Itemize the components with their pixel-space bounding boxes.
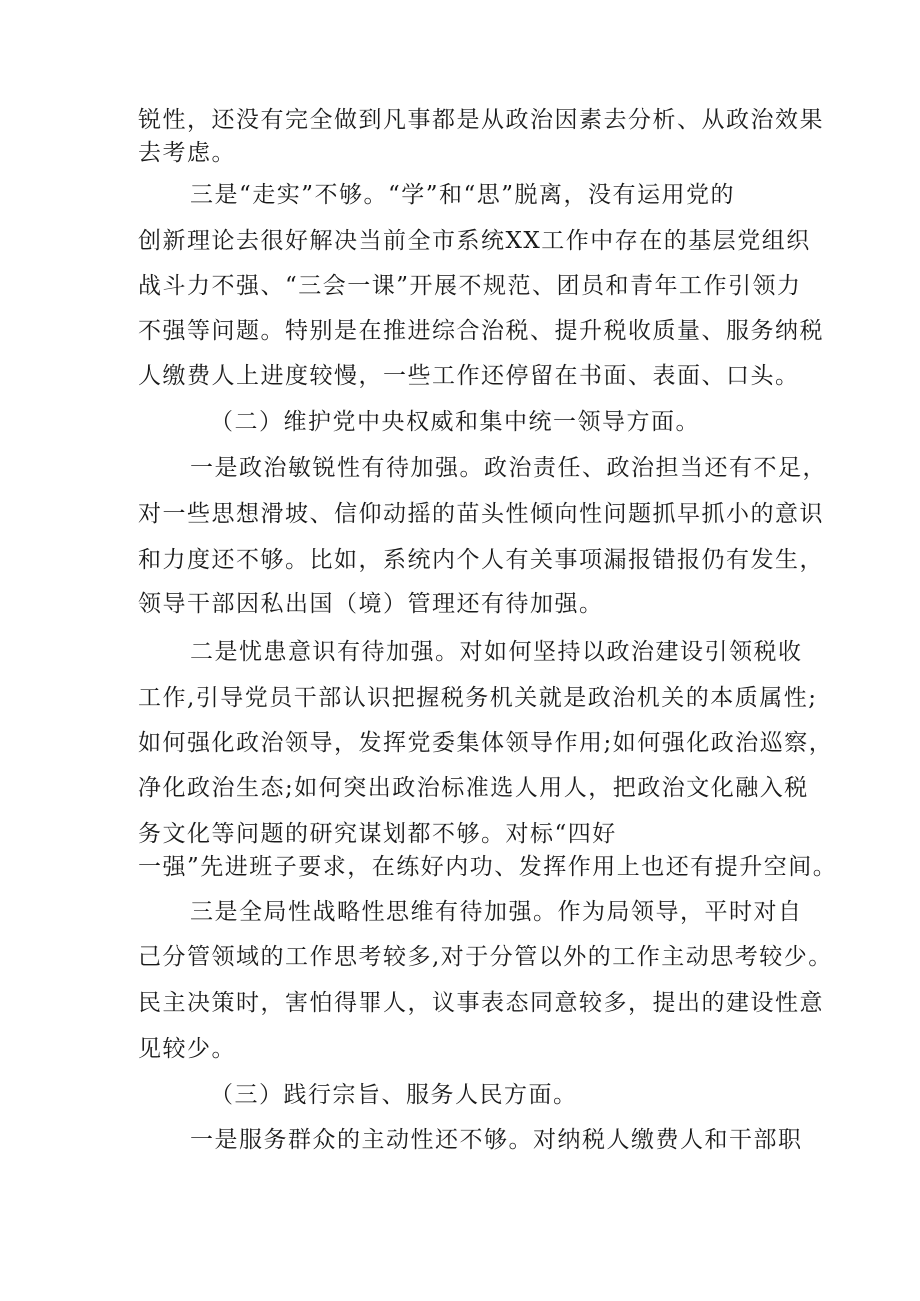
section-heading: （三）践行宗旨、服务人民方面。 bbox=[210, 1082, 578, 1108]
text-line: 二是忧患意识有待加强。对如何坚持以政治建设引领税收 bbox=[190, 639, 803, 665]
text-line: 见较少。 bbox=[138, 1036, 236, 1062]
text-line: 人缴费人上进度较慢，一些工作还停留在书面、表面、口头。 bbox=[138, 363, 800, 389]
text-line: 创新理论去很好解决当前全市系统XX工作中存在的基层党组织 bbox=[138, 228, 811, 254]
text-line: 务文化等问题的研究谋划都不够。对标“四好 bbox=[138, 821, 617, 847]
text-line: 去考虑。 bbox=[138, 140, 236, 166]
text-line: 净化政治生态;如何突出政治标准选人用人，把政治文化融入税 bbox=[138, 775, 809, 801]
section-heading: （二）维护党中央权威和集中统一领导方面。 bbox=[210, 409, 700, 435]
text-line: 一是政治敏锐性有待加强。政治责任、政治担当还有不足， bbox=[190, 455, 827, 481]
text-line: 战斗力不强、“三会一课”开展不规范、团员和青年工作引领力 bbox=[138, 273, 802, 299]
text-line: 工作,引导党员干部认识把握税务机关就是政治机关的本质属性; bbox=[138, 685, 818, 711]
text-line: 锐性，还没有完全做到凡事都是从政治因素去分析、从政治效果 bbox=[138, 107, 824, 133]
text-line: 三是全局性战略性思维有待加强。作为局领导，平时对自 bbox=[190, 899, 803, 925]
text-line: 不强等问题。特别是在推进综合治税、提升税收质量、服务纳税 bbox=[138, 318, 824, 344]
text-line: 民主决策时，害怕得罪人，议事表态同意较多，提出的建设性意 bbox=[138, 990, 824, 1016]
text-line: 己分管领域的工作思考较多,对于分管以外的工作主动思考较少。 bbox=[138, 944, 833, 970]
text-line: 一强”先进班子要求，在练好内功、发挥作用上也还有提升空间。 bbox=[138, 854, 838, 880]
text-line: 如何强化政治领导，发挥党委集体领导作用;如何强化政治巡察， bbox=[138, 730, 834, 756]
text-line: 一是服务群众的主动性还不够。对纳税人缴费人和干部职 bbox=[190, 1127, 803, 1153]
text-line: 和力度还不够。比如，系统内个人有关事项漏报错报仍有发生， bbox=[138, 547, 824, 573]
text-line: 领导干部因私出国（境）管理还有待加强。 bbox=[138, 591, 604, 617]
text-line: 三是“走实”不够。“学”和“思”脱离，没有运用党的 bbox=[190, 182, 736, 208]
text-line: 对一些思想滑坡、信仰动摇的苗头性倾向性问题抓早抓小的意识 bbox=[138, 501, 824, 527]
